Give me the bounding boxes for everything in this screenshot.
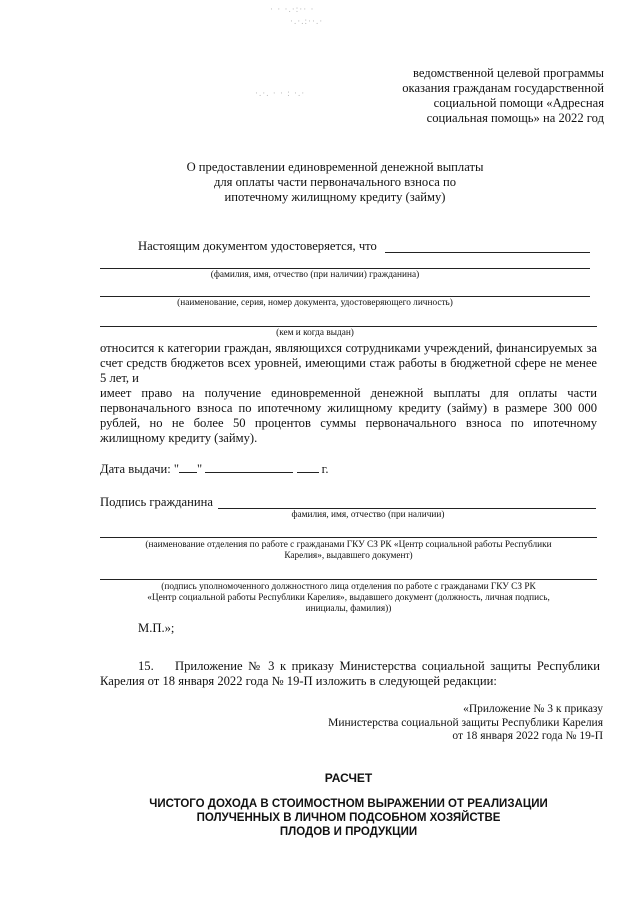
certify-text: Настоящим документом удостоверяется, что: [138, 239, 377, 253]
calc-subheading-line: ПЛОДОВ И ПРОДУКЦИИ: [279, 826, 418, 838]
signature-blank[interactable]: [218, 508, 596, 509]
calc-subheading: [100, 797, 597, 839]
official-blank[interactable]: [100, 579, 597, 580]
program-line: социальная помощь» на 2022 год: [426, 111, 604, 125]
scan-noise: · · ·.·:·· ·: [270, 4, 315, 14]
scan-noise: ·.·. · · : ·.·: [255, 88, 306, 98]
date-year-suffix: г.: [321, 462, 329, 476]
document-title: [150, 160, 520, 205]
date-year-blank[interactable]: [297, 461, 319, 473]
date-month-blank[interactable]: [205, 461, 293, 473]
appendix-line: Министерства социальной защиты Республики Карелия: [328, 716, 603, 729]
department-blank[interactable]: [100, 537, 597, 538]
signature-label: Подпись гражданина: [100, 495, 213, 509]
calc-subheading-line: ЧИСТОГО ДОХОДА В СТОИМОСТНОМ ВЫРАЖЕНИИ ОТ РЕАЛИЗАЦИИ: [149, 798, 548, 810]
program-reference: [330, 66, 604, 126]
program-line: оказания гражданам государственной: [402, 81, 604, 95]
caption-document: (наименование, серия, номер документа, удостоверяющего личность): [177, 298, 453, 308]
stamp-place: М.П.»;: [138, 621, 175, 635]
caption-official: [100, 582, 597, 615]
fio-blank[interactable]: [385, 252, 590, 253]
caption-issued: (кем и когда выдан): [276, 328, 354, 338]
date-quote-open: ": [173, 462, 180, 476]
caption-signature-fio: фамилия, имя, отчество (при наличии): [291, 510, 445, 520]
caption-department-line: Карелия», выдавшего документ): [284, 551, 413, 561]
appendix-line: «Приложение № 3 к приказу: [463, 703, 603, 715]
caption-official-line: «Центр социальной работы Республики Карелия», выдавшего документ (должность, личная подпись,: [147, 593, 550, 603]
caption-department-line: (наименование отделения по работе с гражданами ГКУ СЗ РК «Центр социальной работы Республики: [145, 540, 552, 550]
calc-heading: РАСЧЕТ: [324, 771, 373, 785]
title-line: ипотечному жилищному кредиту (займу): [224, 190, 446, 204]
scan-noise: ·.·.:··.·: [290, 16, 324, 26]
item-number: 15.: [138, 659, 154, 673]
title-line: О предоставлении единовременной денежной выплаты: [186, 160, 484, 174]
entitlement-paragraph: имеет право на получение единовременной денежной выплаты для оплаты части первоначального взноса по ипотечному жилищному кредиту (займу) в размере 300 000 рублей, но не более 50 процентов суммы первоначального взноса по ипотечному жилищному кредиту (займу).: [100, 386, 597, 445]
fio-blank-line2[interactable]: [100, 268, 590, 269]
date-day-blank[interactable]: [179, 461, 197, 473]
appendix-reference: [280, 703, 603, 744]
item-text-line1: Приложение № 3 к приказу Министерства социальной защиты Республики: [175, 659, 600, 673]
issued-blank[interactable]: [100, 326, 597, 327]
caption-department: [100, 540, 597, 562]
document-blank[interactable]: [100, 296, 590, 297]
date-label: Дата выдачи:: [100, 462, 171, 476]
date-quote-close: ": [197, 462, 203, 476]
caption-official-line: (подпись уполномоченного должностного лица отделения по работе с гражданами ГКУ СЗ РК: [161, 582, 536, 592]
caption-official-line: инициалы, фамилия)): [305, 604, 392, 614]
issue-date-row: [100, 461, 329, 477]
category-paragraph: относится к категории граждан, являющихся сотрудниками учреждений, финансируемых за счет средств бюджетов всех уровней, имеющими стаж работы в бюджетной сфере не менее 5 лет, и: [100, 341, 597, 385]
item-text-line2: Карелия от 18 января 2022 года № 19-П изложить в следующей редакции:: [100, 674, 497, 688]
program-line: ведомственной целевой программы: [413, 66, 604, 80]
calc-subheading-line: ПОЛУЧЕННЫХ В ЛИЧНОМ ПОДСОБНОМ ХОЗЯЙСТВЕ: [196, 812, 501, 824]
program-line: социальной помощи «Адресная: [433, 96, 604, 110]
title-line: для оплаты части первоначального взноса по: [213, 175, 457, 189]
caption-fio: (фамилия, имя, отчество (при наличии) гражданина): [210, 270, 420, 280]
appendix-line: от 18 января 2022 года № 19-П: [452, 730, 603, 742]
